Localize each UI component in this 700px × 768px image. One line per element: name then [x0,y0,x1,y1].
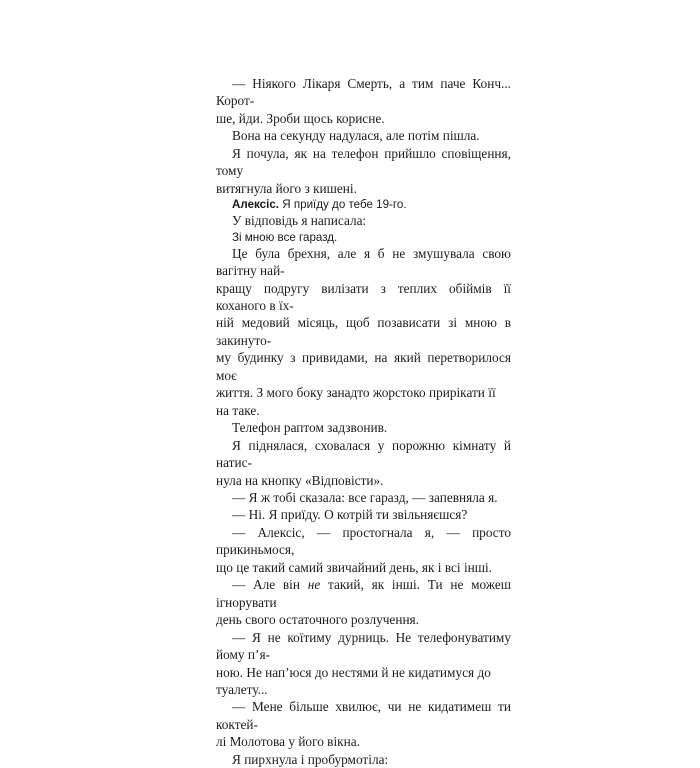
paragraph [216,419,511,436]
body-text [216,75,511,768]
text-line: — Алексіс, — простогнала я, — просто прикиньмося, [216,524,511,558]
paragraph [216,751,511,768]
dialogue-line [216,698,511,733]
emphasis-text: не [307,577,321,593]
paragraph [216,75,511,110]
text-line-continuation [216,611,511,628]
dialogue-line [216,629,511,664]
text-segment: — Але він [232,577,308,593]
text-line-continuation [216,384,511,419]
text-line: — Мене більше хвилює, чи не кидатимеш ти коктей- [216,699,511,732]
text-line: ною. Не нап’юся до нестями й не кидатимуся до туалету... [216,664,491,697]
dialogue-line [216,506,511,523]
dialogue-line [216,524,511,559]
sms-message-body: Зі мною все гаразд. [232,230,338,244]
text-line-continuation [216,472,511,489]
text-line-continuation [216,664,511,699]
text-line: Це була брехня, але я б не змушувала свою вагітну най- [216,245,511,279]
paragraph [216,437,511,472]
text-line: життя. З мого боку занадто жорстоко прирікати її на таке. [216,385,496,418]
sms-sender-name: Алексіс. [232,198,280,212]
text-line: Я піднялася, сховалася у порожню кімнату й натис- [216,437,511,471]
text-line: Вона на секунду надулася, але потім пішла. [232,128,480,144]
text-line: ній медовий місяць, щоб позависати зі мною в закинуто- [216,315,511,348]
paragraph [216,245,511,280]
text-line-continuation [216,733,511,750]
sms-message-incoming [216,197,511,212]
text-line: ше, йди. Зроби щось корисне. [216,110,385,126]
text-line-continuation [216,349,511,384]
sms-message-outgoing [216,230,511,245]
text-line: У відповідь я написала: [232,213,367,229]
text-line: день свого остаточного розлучення. [216,612,419,628]
dialogue-line [216,489,511,506]
text-line: лі Молотова у його вікна. [216,734,360,750]
text-line-continuation [216,314,511,349]
paragraph [216,127,511,144]
text-line-continuation [216,110,511,127]
text-line: — Ні. Я приїду. О котрій ти звільняєшся? [232,507,468,523]
text-line-continuation [216,559,511,576]
text-line-continuation [216,180,511,197]
text-line: нула на кнопку «Відповісти». [216,472,384,488]
text-line: Телефон раптом задзвонив. [232,420,388,436]
page-text-column [216,48,511,768]
text-segment: такий, як інші. Ти не можеш ігнорувати [216,577,511,610]
text-line: Я пирхнула і пробурмотіла: [232,751,389,767]
text-line: кращу подругу вилізати з теплих обіймів її коханого в їх- [216,280,511,313]
text-line: що це такий самий звичайний день, як і всі інші. [216,559,493,575]
text-line: — Ніякого Лікаря Смерть, а тим паче Конч... Корот- [216,76,511,109]
text-line: — Я ж тобі сказала: все гаразд, — запевняла я. [232,489,498,505]
text-line: витягнула його з кишені. [216,180,357,196]
paragraph [216,145,511,180]
text-line: му будинку з привидами, на який перетворилося моє [216,350,511,383]
dialogue-line [216,576,511,611]
text-line: Я почула, як на телефон прийшло сповіщення, тому [216,145,511,179]
sms-message-body: Я приїду до тебе 19-го. [279,198,407,212]
paragraph [216,212,511,229]
text-line: — Я не коїтиму дурниць. Не телефонуватиму йому п’я- [216,629,511,663]
text-line-continuation [216,280,511,315]
